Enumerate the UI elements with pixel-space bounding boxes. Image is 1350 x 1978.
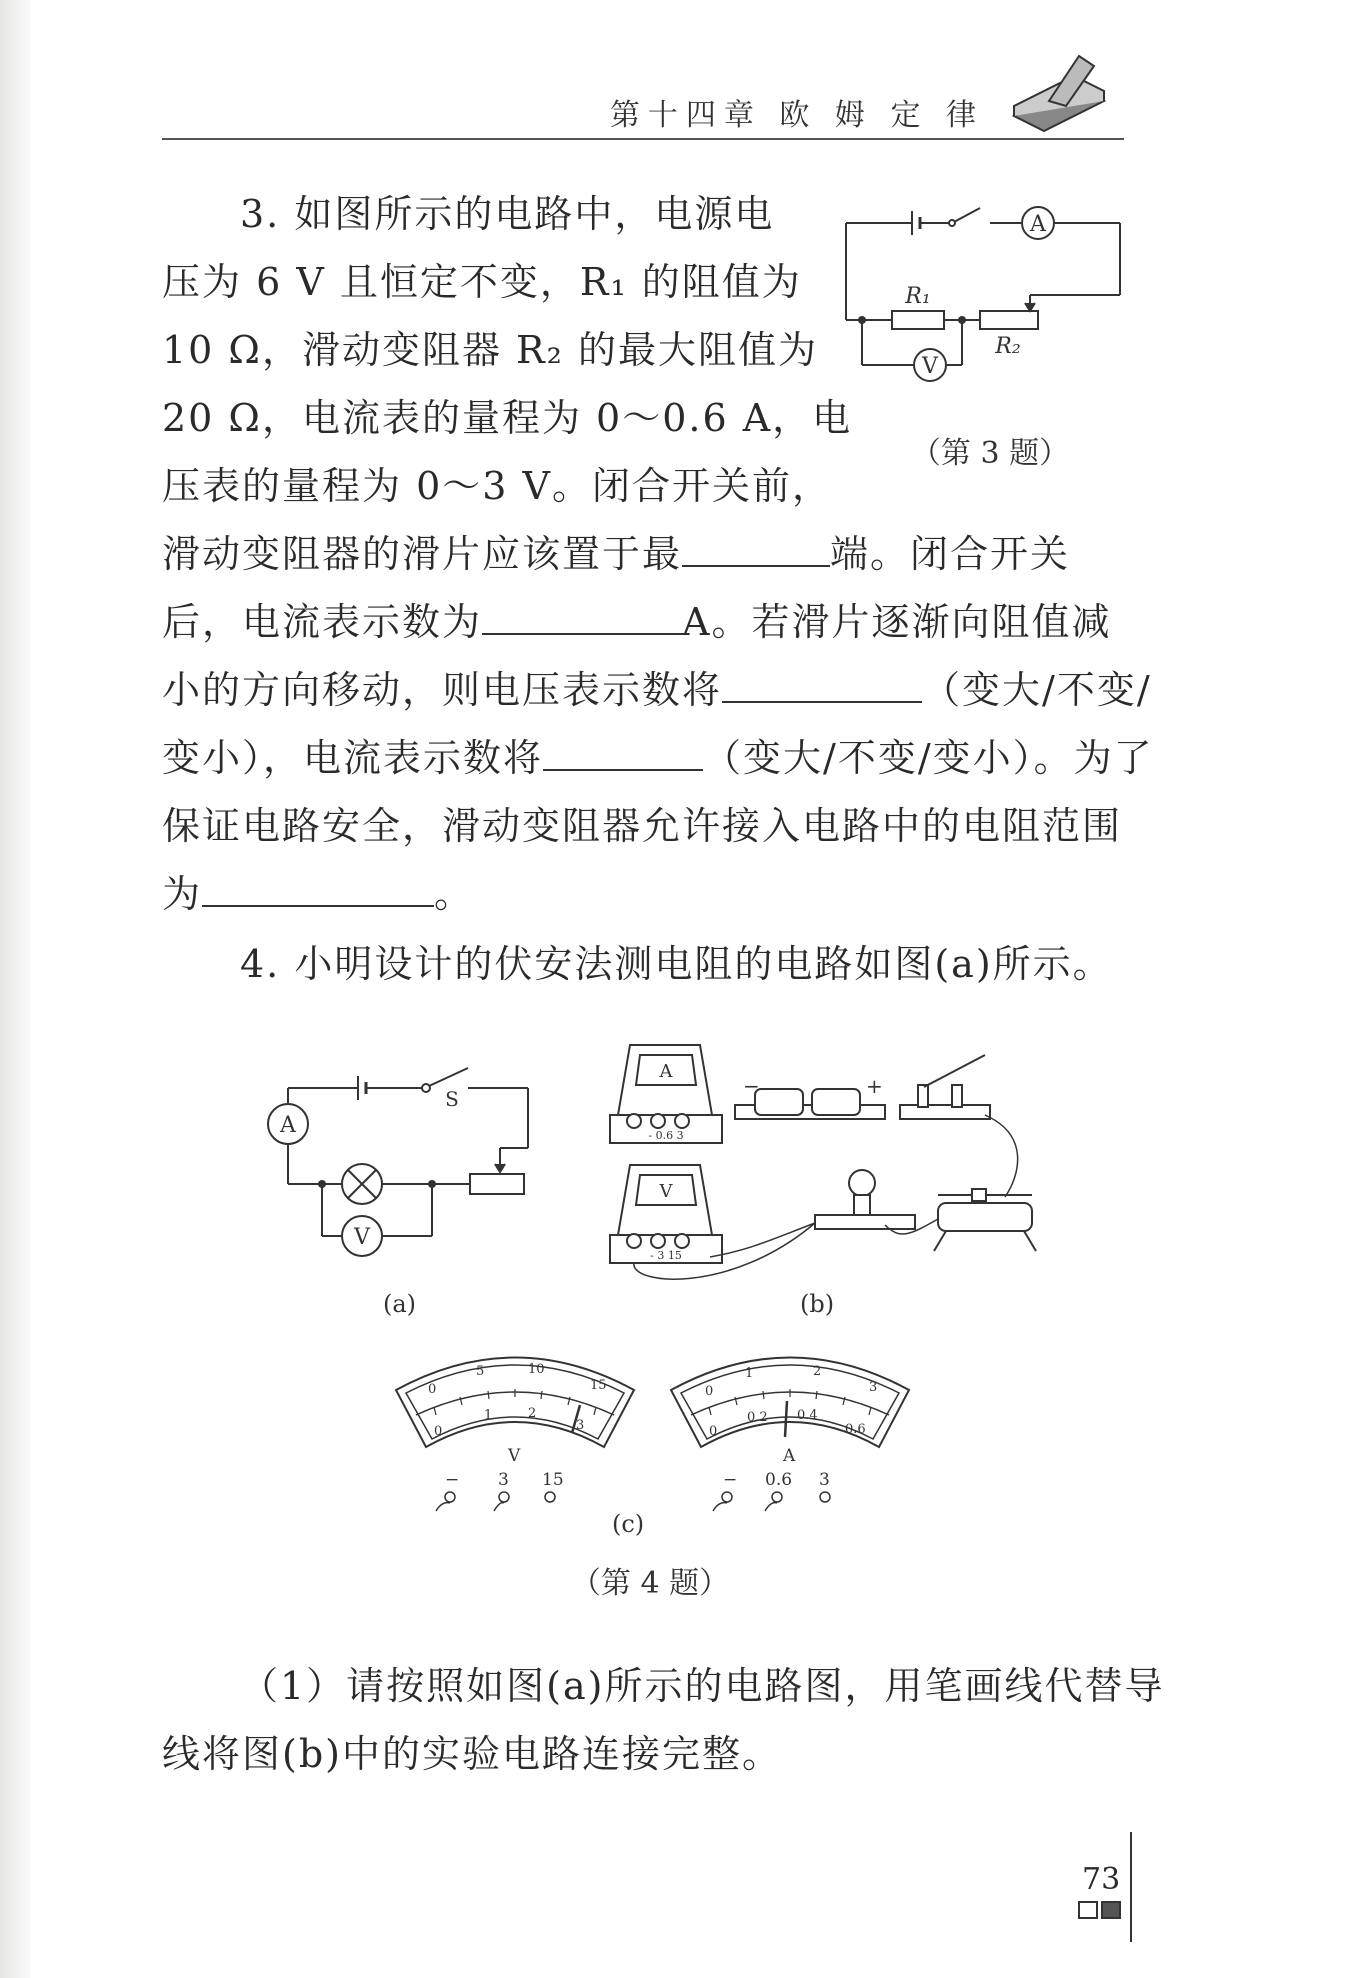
q3-circuit-diagram	[840, 195, 1130, 430]
v-top-0: 0	[428, 1382, 437, 1397]
a-top-3: 3	[869, 1380, 878, 1395]
battery-minus-label: −	[743, 1074, 760, 1098]
q4-apparatus-b	[600, 1025, 1040, 1295]
answer-blank-1[interactable]	[682, 525, 830, 567]
v-top-10: 10	[528, 1362, 545, 1377]
fig-b-label: (b)	[800, 1290, 835, 1318]
r2-rheostat	[980, 311, 1038, 329]
answer-blank-3[interactable]	[722, 661, 922, 703]
page-header	[162, 86, 1124, 140]
q3-line-7-text-b: A。若滑片逐渐向阻值减	[682, 600, 1112, 644]
b-ammeter-label: A	[659, 1061, 673, 1082]
a-bottom-0.6: 0.6	[845, 1422, 866, 1437]
q3-line-10: 保证电路安全，滑动变阻器允许接入电路中的电阻范围	[162, 804, 1123, 848]
a-term-0.6: 0.6	[765, 1470, 793, 1490]
a-unit: A	[783, 1446, 796, 1466]
q3-line-7-text-a: 后，电流表示数为	[162, 600, 483, 644]
page-edge-shadow	[0, 0, 30, 1978]
a-top-0: 0	[705, 1384, 714, 1399]
v-bottom-0: 0	[434, 1424, 443, 1439]
b-ammeter-terminals: - 0.6 3	[648, 1129, 684, 1142]
fig-a-label: (a)	[383, 1290, 417, 1318]
a-term-minus: −	[723, 1470, 738, 1490]
q3-line-9-text-b: （变大/不变/变小）。为了	[703, 736, 1154, 780]
rheostat-device	[938, 1203, 1032, 1231]
q3-ammeter-label: A	[1030, 212, 1046, 237]
q3-line-11	[162, 860, 474, 928]
q3-line-11-text-b: 。	[434, 872, 475, 916]
answer-blank-4[interactable]	[543, 729, 703, 771]
q3-line-11-text-a: 为	[162, 872, 203, 916]
v-top-15: 15	[590, 1378, 607, 1393]
q4-sub1-line-2: 线将图(b)中的实验电路连接完整。	[162, 1732, 782, 1776]
q3-line-6	[162, 520, 1070, 588]
a-terminal-minus-icon	[722, 1492, 732, 1502]
v-terminal-minus-icon	[445, 1492, 455, 1502]
battery-cell-1	[755, 1089, 803, 1115]
chapter-title: 第十四章 欧 姆 定 律	[609, 98, 984, 133]
book-icon	[1004, 46, 1114, 136]
q3-line-9	[162, 724, 1154, 792]
a-top-2: 2	[813, 1364, 822, 1379]
r2-label: R₂	[995, 334, 1021, 359]
footer-rule	[1130, 1832, 1132, 1942]
a-terminal-3-icon	[820, 1492, 830, 1502]
q3-voltmeter-label: V	[922, 354, 938, 379]
q4-intro: 4. 小明设计的伏安法测电阻的电路如图(a)所示。	[240, 942, 1113, 986]
v-bottom-2: 2	[528, 1406, 537, 1421]
battery-cell-2	[812, 1089, 860, 1115]
q3-line-2: 压为 6 V 且恒定不变，R₁ 的阻值为	[162, 260, 802, 304]
v-terminal-15-icon	[545, 1492, 555, 1502]
v-term-3: 3	[498, 1470, 509, 1490]
q3-line-5: 压表的量程为 0～3 V。闭合开关前，	[162, 464, 832, 508]
page-number-boxes-icon	[1078, 1900, 1126, 1920]
r1-resistor	[892, 311, 944, 329]
q3-line-4: 20 Ω，电流表的量程为 0～0.6 A，电	[162, 396, 853, 440]
a-bottom-0.2: 0.2	[747, 1410, 768, 1425]
v-terminal-3-icon	[499, 1492, 509, 1502]
v-term-minus: −	[445, 1470, 460, 1490]
answer-blank-2[interactable]	[482, 593, 682, 635]
q3-line-8-text-a: 小的方向移动，则电压表示数将	[162, 668, 723, 712]
q3-line-8-text-b: （变大/不变/	[922, 668, 1152, 712]
rheostat-symbol	[470, 1174, 524, 1194]
q3-line-6-text-a: 滑动变阻器的滑片应该置于最	[162, 532, 683, 576]
q3-line-6-text-b: 端。闭合开关	[830, 532, 1071, 576]
lamp-bulb	[849, 1170, 875, 1196]
a-top-1: 1	[745, 1366, 754, 1381]
v-bottom-1: 1	[484, 1408, 493, 1423]
r1-label: R₁	[905, 284, 931, 309]
q3-line-7	[162, 588, 1111, 656]
switch-blade	[954, 208, 980, 222]
a-bottom-0: 0	[709, 1424, 718, 1439]
q3-line-9-text-a: 变小），电流表示数将	[162, 736, 544, 780]
a-term-3: 3	[819, 1470, 830, 1490]
battery-plus-label: +	[866, 1074, 883, 1098]
a-bottom-0.4: 0.4	[797, 1408, 818, 1423]
lamp-board	[815, 1215, 915, 1229]
v-bottom-3: 3	[576, 1418, 585, 1433]
q3-figure-caption: （第 3 题）	[910, 436, 1070, 471]
answer-blank-5[interactable]	[202, 865, 434, 907]
fig-c-label: (c)	[612, 1510, 645, 1538]
a-terminal-0.6-icon	[772, 1492, 782, 1502]
v-unit: V	[508, 1446, 521, 1466]
q3-line-8	[162, 656, 1152, 724]
page-number: 73	[1082, 1862, 1121, 1897]
ammeter-dial-c	[665, 1335, 915, 1515]
voltmeter-dial-c	[390, 1335, 640, 1515]
q4-figure-caption: （第 4 题）	[570, 1566, 730, 1601]
q4-sub1-line-1: （1）请按照如图(a)所示的电路图，用笔画线代替导	[240, 1664, 1165, 1708]
q4a-voltmeter-label: V	[354, 1225, 370, 1250]
v-top-5: 5	[476, 1364, 485, 1379]
q4a-ammeter-label: A	[280, 1113, 296, 1138]
q3-line-1: 3. 如图所示的电路中，电源电	[240, 192, 775, 236]
b-voltmeter-label: V	[659, 1181, 673, 1202]
knife-switch	[900, 1105, 990, 1119]
switch-label: S	[445, 1087, 459, 1111]
v-term-15: 15	[542, 1470, 564, 1490]
q4-circuit-a	[262, 1060, 542, 1260]
q3-line-3: 10 Ω，滑动变阻器 R₂ 的最大阻值为	[162, 328, 818, 372]
b-voltmeter-terminals: - 3 15	[650, 1249, 682, 1262]
